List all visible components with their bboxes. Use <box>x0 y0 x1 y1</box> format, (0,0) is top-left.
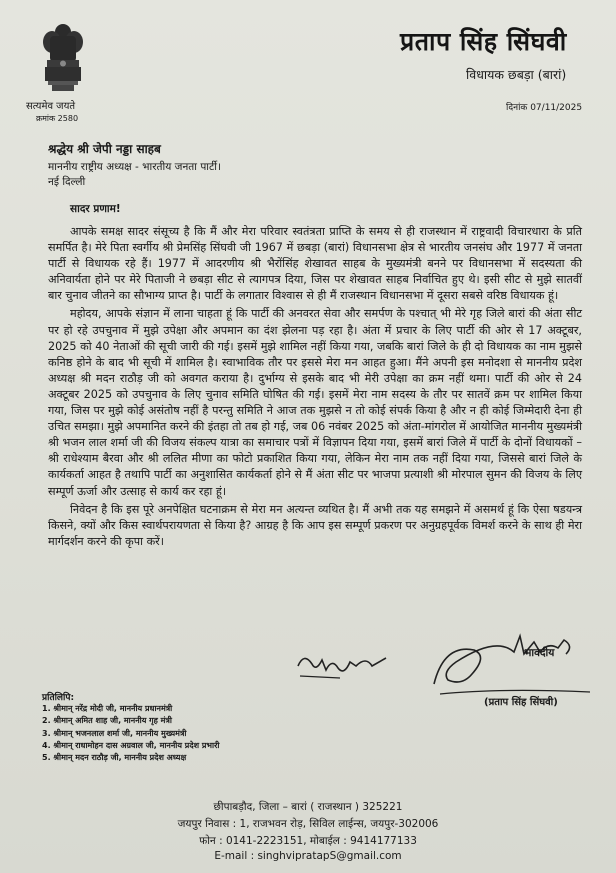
sender-name-heading: प्रताप सिंह सिंघवी <box>400 27 567 56</box>
paragraph: आपके समक्ष सादर संसूच्य है कि मैं और मेरा परिवार स्वतंत्रता प्राप्ति के समय से ही राजस्थान में राष्ट्रवादी विचारधारा के प्रति समर्पित है। मेरे पिता स्वर्गीय श्री प्रेमसिंह सिंघवी जी 1967 में छबड़ा (बारां) विधानसभा क्षेत्र से भारतीय जनसंघ और 1977 में जनता पार्टी से विधायक रहे हैं। 1977 में आदरणीय श्री भैरोंसिंह शेखावत साहब के मुख्यमंत्री बनने पर विधानसभा में सदस्यता की अनिवार्यता होने पर मेरे पिताजी ने छबड़ा सीट से त्यागपत्र दिया, जिस पर शेखावत साहब निर्वाचित हुए थे। इसी सीट से मुझे सातवीं बार चुनाव जीतने का सौभाग्य प्राप्त है। पार्टी के लगातार विश्वास से ही मैं राजस्थान विधानसभा में दूसरा सबसे वरिष्ठ विधायक हूं। <box>48 225 582 303</box>
paragraph: महोदय, आपके संज्ञान में लाना चाहता हूं कि पार्टी की अनवरत सेवा और समर्पण के पश्चात् भी मेरे गृह जिले बारां की अंता सीट पर हो रहे उपचुनाव में मुझे उपेक्षा और अपमान का दंश झेलना पड़ रहा है। अंता में प्रचार के लिए पार्टी की ओर से 17 अक्टूबर, 2025 को 40 नेताओं की सूची जारी की गई। इसमें मुझे शामिल नहीं किया गया, जबकि बारां जिले के ही दो विधायक का नाम मुझसे कनिष्ठ होने के बाद भी सूची में शामिल है। स्वाभाविक तौर पर इससे मेरा मन आहत हुआ। मैंने अपनी इस मनोदशा से माननीय प्रदेश अध्यक्ष श्री मदन राठौड़ जी को अवगत कराया है। दुर्भाग्य से इसके बाद भी मेरी उपेक्षा का क्रम नहीं थमा। पार्टी की ओर से 24 अक्टूबर 2025 को उपचुनाव के लिए चुनाव समिति घोषित की गई। इसमें मेरा नाम सदस्य के तौर पर सातवें क्रम पर शामिल किया गया, जिस पर मुझे कोई असंतोष नहीं है परन्तु समिति ने आज तक मुझसे न तो कोई संपर्क किया है और न ही कोई जिम्मेदारी देना ही उचित समझा। मुझे अपमानित करने की इंतहा तो तब हो गई, जब 06 नवंबर 2025 को अंता-मांगरोल में आयोजित माननीय मुख्यमंत्री श्री भजन लाल शर्मा जी की विजय संकल्प यात्रा का समाचार पत्रों में विज्ञापन दिया गया, इसमें बारां जिले में पार्टी के दोनों विधायकों – श्री राधेश्याम बैरवा और श्री ललित मीणा का फोटो प्रकाशित किया गया, लेकिन मेरा नाम तक नहीं दिया गया, जिससे बारां जिले के कार्यकर्ता आहत है तथापि पार्टी का अनुशासित कार्यकर्ता होने से मैं अंता सीट पर भाजपा प्रत्याशी श्री मोरपाल सुमन की विजय के लिए सम्पूर्ण ऊर्जा और उत्साह से कार्य कर रहा हूं। <box>48 307 582 498</box>
footer-address-1: छीपाबड़ौद, जिला – बारां ( राजस्थान ) 325221 <box>213 801 403 813</box>
main-signature <box>434 636 570 684</box>
greeting: सादर प्रणाम! <box>70 203 121 215</box>
sender-designation: विधायक छबड़ा (बारां) <box>466 67 567 82</box>
recipient-title: माननीय राष्ट्रीय अध्यक्ष - भारतीय जनता पार्टी। <box>48 161 222 173</box>
national-emblem-icon <box>38 22 88 96</box>
letter-body <box>48 224 582 552</box>
copy-to-list <box>42 703 219 764</box>
recipient-salutation: श्रद्धेय श्री जेपी नड्डा साहब <box>48 142 161 156</box>
signatory-name: (प्रताप सिंह सिंघवी) <box>484 697 558 708</box>
footer-email: E-mail : singhvipratapS@gmail.com <box>214 850 402 862</box>
letter-date: दिनांक 07/11/2025 <box>506 103 583 113</box>
list-item: 4. श्रीमान् राधामोहन दास अग्रवाल जी, माननीय प्रदेश प्रभारी <box>42 740 220 750</box>
list-item: 3. श्रीमान् भजनलाल शर्मा जी, माननीय मुख्यमंत्री <box>42 728 187 738</box>
list-item: 1. श्रीमान् नरेंद्र मोदी जी, माननीय प्रधानमंत्री <box>42 704 173 713</box>
motto-text: सत्यमेव जयते <box>26 101 76 112</box>
recipient-city: नई दिल्ली <box>48 176 86 188</box>
paragraph: निवेदन है कि इस पूरे अनपेक्षित घटनाक्रम से मेरा मन अत्यन्त व्यथित है। मैं अभी तक यह समझने में असमर्थ हूं कि ऐसा षडयन्त्र किसने, क्यों और किस स्वार्थपरायणता से किया है? आग्रह है कि आप इस सम्पूर्ण प्रकरण पर अनुग्रहपूर्वक विमर्श करने के साथ ही मेरा मार्गदर्शन करने की कृपा करें। <box>48 502 582 548</box>
copy-to-title: प्रतिलिपि: <box>42 693 75 703</box>
signatures <box>0 624 616 704</box>
footer-phone: फोन : 0141-2223151, मोबाईल : 9414177133 <box>199 835 417 847</box>
list-item: 2. श्रीमान् अमित शाह जी, माननीय गृह मंत्री <box>42 716 172 726</box>
reference-number: क्रमांक 2580 <box>36 114 79 123</box>
list-item: 5. श्रीमान् मदन राठौड़ जी, माननीय प्रदेश अध्यक्ष <box>42 753 187 763</box>
footer-address-2: जयपुर निवास : 1, राजभवन रोड़, सिविल लाईन्स, जयपुर-302006 <box>177 818 439 830</box>
valediction: भावदीय <box>524 647 555 659</box>
initials-signature <box>298 658 386 671</box>
